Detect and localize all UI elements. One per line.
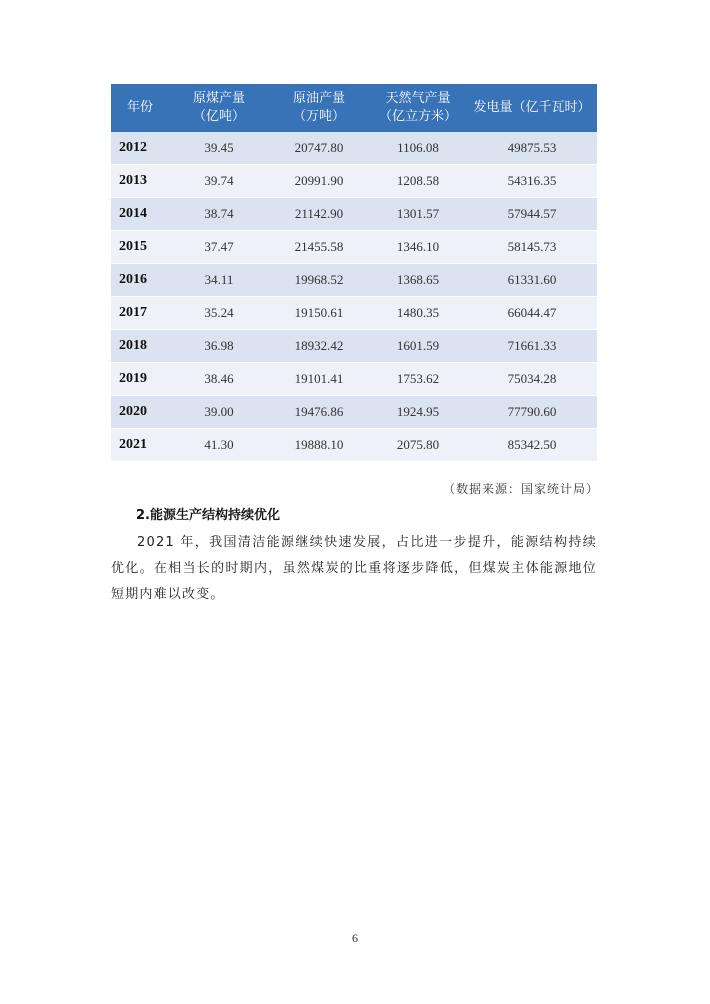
header-oil-unit: （万吨） bbox=[292, 109, 345, 124]
oil-cell: 20991.90 bbox=[269, 165, 369, 198]
gas-cell: 1301.57 bbox=[369, 198, 467, 231]
oil-cell: 19888.10 bbox=[269, 429, 369, 462]
year-cell: 2018 bbox=[111, 330, 169, 363]
coal-cell: 36.98 bbox=[169, 330, 269, 363]
electricity-cell: 61331.60 bbox=[467, 264, 597, 297]
oil-cell: 19476.86 bbox=[269, 396, 369, 429]
header-year bbox=[111, 84, 169, 132]
year-cell: 2017 bbox=[111, 297, 169, 330]
gas-cell: 1924.95 bbox=[369, 396, 467, 429]
table-header-row bbox=[111, 84, 597, 132]
header-coal-label: 原煤产量 bbox=[192, 91, 245, 106]
electricity-cell: 75034.28 bbox=[467, 363, 597, 396]
electricity-cell: 54316.35 bbox=[467, 165, 597, 198]
electricity-cell: 58145.73 bbox=[467, 231, 597, 264]
oil-cell: 18932.42 bbox=[269, 330, 369, 363]
oil-cell: 19968.52 bbox=[269, 264, 369, 297]
header-year-label: 年份 bbox=[126, 100, 153, 115]
coal-cell: 39.74 bbox=[169, 165, 269, 198]
oil-cell: 19150.61 bbox=[269, 297, 369, 330]
year-cell: 2013 bbox=[111, 165, 169, 198]
header-gas-unit: （亿立方米） bbox=[378, 109, 457, 124]
body-paragraph: 2021 年，我国清洁能源继续快速发展，占比进一步提升，能源结构持续优化。在相当长的时期内，虽然煤炭的比重将逐步降低，但煤炭主体能源地位短期内难以改变。 bbox=[111, 535, 597, 602]
table-row bbox=[111, 231, 597, 264]
oil-cell: 21455.58 bbox=[269, 231, 369, 264]
gas-cell: 1208.58 bbox=[369, 165, 467, 198]
year-cell: 2019 bbox=[111, 363, 169, 396]
gas-cell: 1753.62 bbox=[369, 363, 467, 396]
electricity-cell: 66044.47 bbox=[467, 297, 597, 330]
header-natural-gas bbox=[369, 84, 467, 132]
header-electricity bbox=[467, 84, 597, 132]
electricity-cell: 49875.53 bbox=[467, 132, 597, 165]
table-row bbox=[111, 330, 597, 363]
table-row bbox=[111, 198, 597, 231]
header-gas-label: 天然气产量 bbox=[385, 91, 451, 106]
coal-cell: 39.00 bbox=[169, 396, 269, 429]
year-cell: 2014 bbox=[111, 198, 169, 231]
header-coal bbox=[169, 84, 269, 132]
table-header bbox=[111, 84, 597, 132]
year-cell: 2015 bbox=[111, 231, 169, 264]
section-heading: 2.能源生产结构持续优化 bbox=[136, 508, 280, 523]
header-oil-label: 原油产量 bbox=[292, 91, 345, 106]
gas-cell: 1480.35 bbox=[369, 297, 467, 330]
year-cell: 2016 bbox=[111, 264, 169, 297]
oil-cell: 21142.90 bbox=[269, 198, 369, 231]
year-cell: 2021 bbox=[111, 429, 169, 462]
coal-cell: 35.24 bbox=[169, 297, 269, 330]
header-electricity-label: 发电量（亿千瓦时） bbox=[473, 100, 591, 115]
page-number: 6 bbox=[352, 931, 358, 945]
electricity-cell: 77790.60 bbox=[467, 396, 597, 429]
energy-production-table-container bbox=[111, 84, 597, 462]
electricity-cell: 71661.33 bbox=[467, 330, 597, 363]
header-coal-unit: （亿吨） bbox=[192, 109, 245, 124]
gas-cell: 1346.10 bbox=[369, 231, 467, 264]
oil-cell: 20747.80 bbox=[269, 132, 369, 165]
coal-cell: 37.47 bbox=[169, 231, 269, 264]
energy-production-table bbox=[111, 84, 597, 462]
table-row bbox=[111, 429, 597, 462]
coal-cell: 41.30 bbox=[169, 429, 269, 462]
coal-cell: 38.74 bbox=[169, 198, 269, 231]
table-body bbox=[111, 132, 597, 462]
coal-cell: 39.45 bbox=[169, 132, 269, 165]
table-row bbox=[111, 132, 597, 165]
gas-cell: 1106.08 bbox=[369, 132, 467, 165]
oil-cell: 19101.41 bbox=[269, 363, 369, 396]
table-row bbox=[111, 396, 597, 429]
coal-cell: 34.11 bbox=[169, 264, 269, 297]
header-crude-oil bbox=[269, 84, 369, 132]
table-row bbox=[111, 363, 597, 396]
table-row bbox=[111, 264, 597, 297]
year-cell: 2012 bbox=[111, 132, 169, 165]
table-row bbox=[111, 297, 597, 330]
table-row bbox=[111, 165, 597, 198]
data-source-note: （数据来源：国家统计局） bbox=[442, 482, 599, 496]
electricity-cell: 57944.57 bbox=[467, 198, 597, 231]
coal-cell: 38.46 bbox=[169, 363, 269, 396]
electricity-cell: 85342.50 bbox=[467, 429, 597, 462]
year-cell: 2020 bbox=[111, 396, 169, 429]
gas-cell: 2075.80 bbox=[369, 429, 467, 462]
gas-cell: 1368.65 bbox=[369, 264, 467, 297]
gas-cell: 1601.59 bbox=[369, 330, 467, 363]
